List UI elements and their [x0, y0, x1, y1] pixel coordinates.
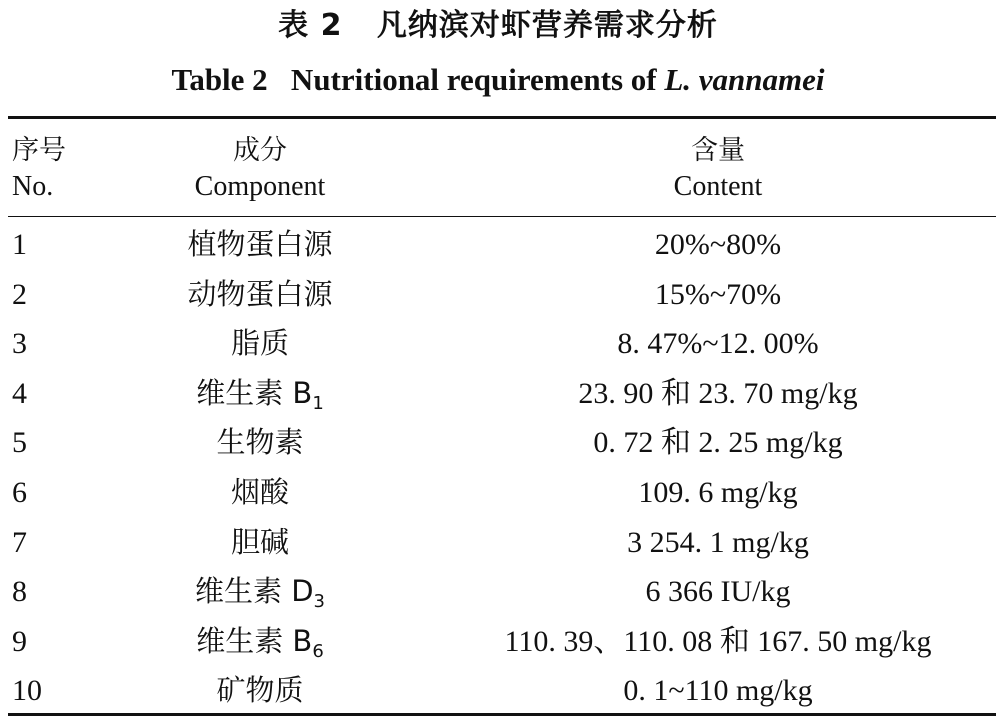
row-content: 110. 39、110. 08 和 167. 50 mg/kg [504, 624, 932, 658]
header-component-en: Component [194, 171, 326, 202]
row-content: 15%~70% [654, 277, 782, 311]
component-text: 维生素 B [196, 623, 313, 658]
table-title-english-text: Table 2 Nutritional requirements of [171, 62, 665, 97]
row-number: 9 [12, 624, 27, 658]
component-text: 矿物质 [216, 673, 304, 708]
row-number: 2 [12, 277, 27, 311]
row-component [135, 220, 385, 270]
row-component [135, 666, 385, 716]
table-row [0, 617, 996, 667]
row-number: 5 [12, 426, 27, 460]
header-content-cn: 含量 [691, 135, 745, 166]
table-body [0, 220, 996, 716]
row-number: 6 [12, 475, 27, 509]
row-number: 3 [12, 327, 27, 361]
table-title-chinese: 表 2 凡纳滨对虾营养需求分析 [278, 8, 718, 43]
row-number: 8 [12, 575, 27, 609]
table-row [0, 567, 996, 617]
row-content: 0. 1~110 mg/kg [623, 674, 813, 708]
component-subscript: 3 [313, 591, 325, 613]
row-content: 109. 6 mg/kg [638, 475, 798, 509]
table-row [0, 418, 996, 468]
table-row [0, 666, 996, 716]
table-row [0, 468, 996, 518]
row-number: 10 [12, 674, 42, 708]
row-content: 23. 90 和 23. 70 mg/kg [578, 376, 858, 410]
table-row [0, 319, 996, 369]
row-component [135, 567, 385, 617]
row-number: 7 [12, 525, 27, 559]
component-text: 植物蛋白源 [187, 227, 333, 261]
row-content: 8. 47%~12. 00% [617, 327, 819, 361]
row-number: 1 [12, 228, 27, 261]
row-content: 3 254. 1 mg/kg [627, 525, 809, 559]
table-bottom-rule [8, 713, 996, 716]
header-component-cn: 成分 [233, 135, 287, 166]
table-row [0, 220, 996, 270]
header-number-en: No. [12, 171, 54, 202]
header-content [448, 133, 988, 205]
row-component [135, 617, 385, 667]
table-row [0, 270, 996, 320]
table-title-english [0, 58, 996, 102]
component-text: 生物素 [216, 425, 304, 460]
row-number: 4 [12, 376, 27, 410]
row-component [135, 418, 385, 468]
component-text: 维生素 D [194, 574, 314, 609]
header-content-en: Content [673, 171, 763, 202]
table-header-rule [8, 216, 996, 217]
table-top-rule [8, 116, 996, 119]
row-content: 20%~80% [654, 228, 782, 261]
component-text: 脂质 [230, 326, 289, 361]
component-subscript: 1 [312, 392, 324, 414]
table-header [0, 133, 996, 209]
component-subscript: 6 [312, 640, 324, 662]
component-text: 胆碱 [230, 524, 289, 559]
row-content: 0. 72 和 2. 25 mg/kg [593, 426, 843, 460]
row-content: 6 366 IU/kg [645, 575, 791, 609]
row-component [135, 468, 385, 518]
species-name: L. vannamei [664, 62, 825, 97]
component-text: 烟酸 [230, 474, 289, 509]
table-row [0, 369, 996, 419]
row-component [135, 369, 385, 419]
row-component [135, 270, 385, 320]
component-text: 维生素 B [196, 375, 313, 410]
header-number-cn: 序号 [12, 135, 66, 166]
header-number [12, 133, 132, 205]
header-component [135, 133, 385, 205]
component-text: 动物蛋白源 [187, 276, 333, 311]
row-component [135, 518, 385, 568]
row-component [135, 319, 385, 369]
table-row [0, 518, 996, 568]
